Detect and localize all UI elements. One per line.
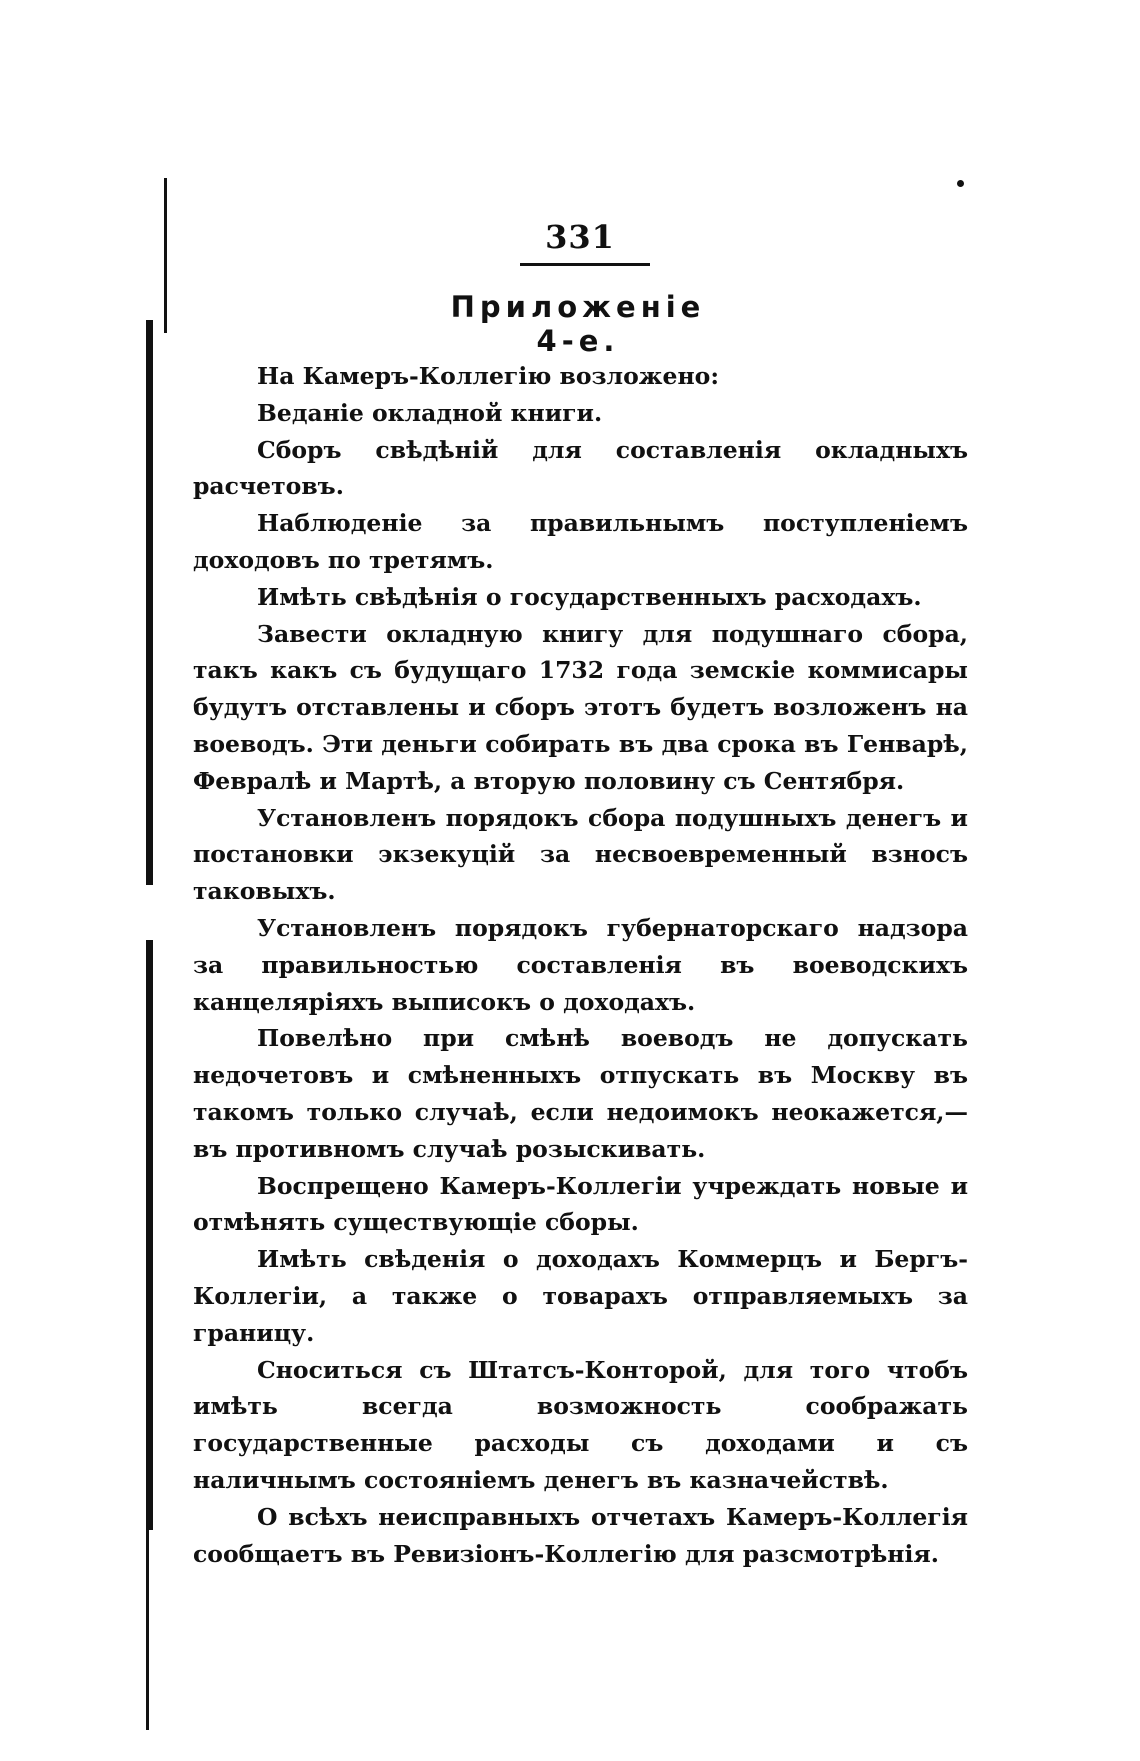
paragraph: Завести окладную книгу для подушнаго сбора, такъ какъ съ будущаго 1732 года земскіе коммисары будутъ отставлены и сборъ этотъ будетъ возложенъ на воеводъ. Эти деньги собирать въ два срока въ Генварѣ, Февралѣ и Мартѣ, а вторую половину съ Сентября. [193, 619, 968, 795]
ink-spot [957, 180, 964, 187]
binding-edge-mark [146, 940, 153, 1530]
page-number: 331 [545, 218, 615, 256]
paragraph: Установленъ порядокъ губернаторскаго надзора за правильностью составленія въ воеводскихъ канцеляріяхъ выписокъ о доходахъ. [193, 913, 968, 1016]
paragraph: Повелѣно при смѣнѣ воеводъ не допускать недочетовъ и смѣненныхъ отпускать въ Москву въ такомъ только случаѣ, если недоимокъ неокажется,—въ противномъ случаѣ розыскивать. [193, 1024, 968, 1163]
paragraph: Веданіе окладной книги. [257, 398, 603, 427]
appendix-title: Приложеніе 4-е. [450, 290, 706, 358]
binding-edge-mark [164, 178, 167, 333]
paragraph: О всѣхъ неисправныхъ отчетахъ Камеръ-Коллегія сообщаетъ въ Ревизіонъ-Коллегію для разсмотрѣнія. [193, 1502, 968, 1568]
paragraph: Имѣть свѣдѣнія о государственныхъ расходахъ. [257, 582, 922, 611]
body-text [193, 358, 968, 1572]
paragraph: Наблюденіе за правильнымъ поступленіемъ доходовъ по третямъ. [193, 509, 968, 574]
paragraph: Имѣть свѣденія о доходахъ Коммерцъ и Бергъ-Коллегіи, а также о товарахъ отправляемыхъ за границу. [193, 1245, 968, 1347]
paragraph: На Камеръ-Коллегію возложено: [257, 362, 720, 390]
binding-edge-mark [146, 320, 153, 885]
paragraph: Воспрещено Камеръ-Коллегіи учреждать новые и отмѣнять существующіе сборы. [193, 1171, 968, 1237]
paragraph: Сборъ свѣдѣній для составленія окладныхъ расчетовъ. [193, 435, 968, 501]
page-number-rule [520, 263, 650, 266]
paragraph: Сноситься съ Штатсъ-Конторой, для того чтобъ имѣть всегда возможность соображать государственные расходы съ доходами и съ наличнымъ состояніемъ денегъ въ казначействѣ. [193, 1355, 968, 1494]
binding-edge-mark [146, 1530, 149, 1730]
paragraph: Установленъ порядокъ сбора подушныхъ денегъ и постановки экзекуцій за несвоевременный взносъ таковыхъ. [193, 803, 968, 906]
